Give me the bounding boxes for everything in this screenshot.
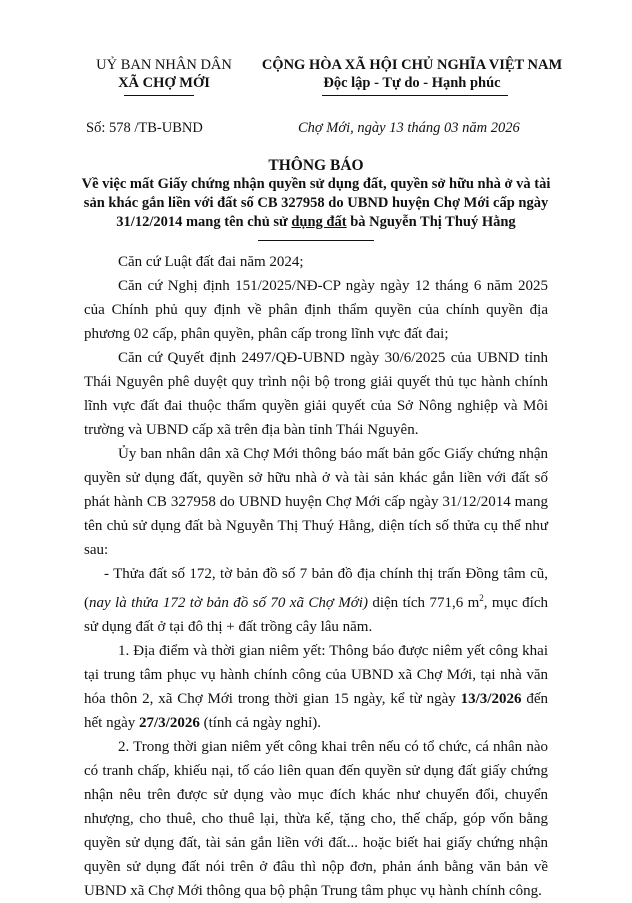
document-title: THÔNG BÁO [268,157,364,174]
subtitle-line-1: Về việc mất Giấy chứng nhận quyền sử dụng đất, quyền sở hữu nhà ở và tài [81,176,551,192]
item-1-end-date: 27/3/2026 [138,715,200,731]
document-number: Số: 578 /TB-UBND [86,120,203,136]
country-name: CỘNG HÒA XÃ HỘI CHỦ NGHĨA VIỆT NAM [261,57,563,73]
parcel-text-c: , mục đích sử dụng đất ở tại đô thị + đất trồng cây lâu năm. [84,595,548,635]
document-body [84,250,548,903]
item-1-start-date: 13/3/2026 [460,691,522,707]
title-underline [258,240,374,241]
item-1-posting [84,639,548,735]
subtitle-line-3-b: bà Nguyễn Thị Thuý Hằng [346,214,516,230]
subtitle-line-3-underlined: dụng đất [291,214,347,230]
legal-basis-1: Căn cứ Luật đất đai năm 2024; [118,254,304,270]
legal-basis-2: Căn cứ Nghị định 151/2025/NĐ-CP ngày ngày 12 tháng 6 năm 2025 của Chính phủ quy định về phân định thẩm quyền của chính quyền địa phương 02 cấp, phân quyền, phân cấp trong lĩnh vực đất đai; [84,278,548,342]
item-1-text-b: đến hết ngày [84,691,548,731]
parcel-area-unit-sup: 2 [479,593,484,603]
item-1-text-c: (tính cả ngày nghỉ). [199,715,322,731]
parcel-text-b: diện tích 771,6 m [367,595,480,611]
org-name-line2: XÃ CHỢ MỚI [118,75,210,91]
motto-underline [322,95,508,96]
parcel-text-italic: nay là thửa 172 tờ bản đồ số 70 xã Chợ Mới) [89,595,368,611]
org-underline [124,95,194,96]
notice-paragraph: Ủy ban nhân dân xã Chợ Mới thông báo mất bản gốc Giấy chứng nhận quyền sử dụng đất, quyền sở hữu nhà ở và tài sản khác gắn liền với đất số phát hành CB 327958 do UBND huyện Chợ Mới cấp ngày 31/12/2014 mang tên chủ sử dụng đất bà Nguyễn Thị Thuý Hằng, diện tích số thửa cụ thể như sau: [84,446,548,558]
subtitle-line-3 [60,213,572,232]
parcel-details [84,562,548,639]
legal-basis-3: Căn cứ Quyết định 2497/QĐ-UBND ngày 30/6/2025 của UBND tỉnh Thái Nguyên phê duyệt quy trình nội bộ trong giải quyết thủ tục hành chính lĩnh vực đất đai thuộc thẩm quyền giải quyết của Sở Nông nghiệp và Môi trường và UBND cấp xã trên địa bàn tỉnh Thái Nguyên. [84,350,548,438]
document-subtitle [60,175,572,232]
subtitle-line-2: sản khác gắn liền với đất số CB 327958 do UBND huyện Chợ Mới cấp ngày [83,195,549,211]
org-name-line1: UỶ BAN NHÂN DÂN [96,57,232,73]
item-1-text-a: 1. Địa điểm và thời gian niêm yết: Thông báo được niêm yết công khai tại trung tâm phục vụ hành chính công của UBND xã Chợ Mới, tại nhà văn hóa thôn 2, xã Chợ Mới trong thời gian 15 ngày, kể từ ngày [84,643,548,707]
national-motto: Độc lập - Tự do - Hạnh phúc [323,75,501,91]
subtitle-line-3-a: 31/12/2014 mang tên chủ sử [116,214,292,230]
place-and-date: Chợ Mới, ngày 13 tháng 03 năm 2026 [298,120,520,136]
parcel-text-a: - Thửa đất số 172, tờ bản đồ số 7 bản đồ địa chính thị trấn Đồng tâm cũ, ( [84,566,548,611]
item-2-disputes: 2. Trong thời gian niêm yết công khai trên nếu có tổ chức, cá nhân nào có tranh chấp, khiếu nại, tố cáo liên quan đến quyền sử dụng đất giấy chứng nhận nêu trên được sử dụng vào mục đích khác như chuyển đổi, chuyển nhượng, cho thuê, cho thuê lại, thừa kế, tặng cho, thế chấp, góp vốn bằng quyền sử dụng đất, tài sản gắn liền với đất... hoặc biết hai giấy chứng nhận quyền sử dụng đất nói trên ở đâu thì nộp đơn, phản ánh bằng văn bản về UBND xã Chợ Mới thông qua bộ phận Trung tâm phục vụ hành chính công. [84,739,548,899]
